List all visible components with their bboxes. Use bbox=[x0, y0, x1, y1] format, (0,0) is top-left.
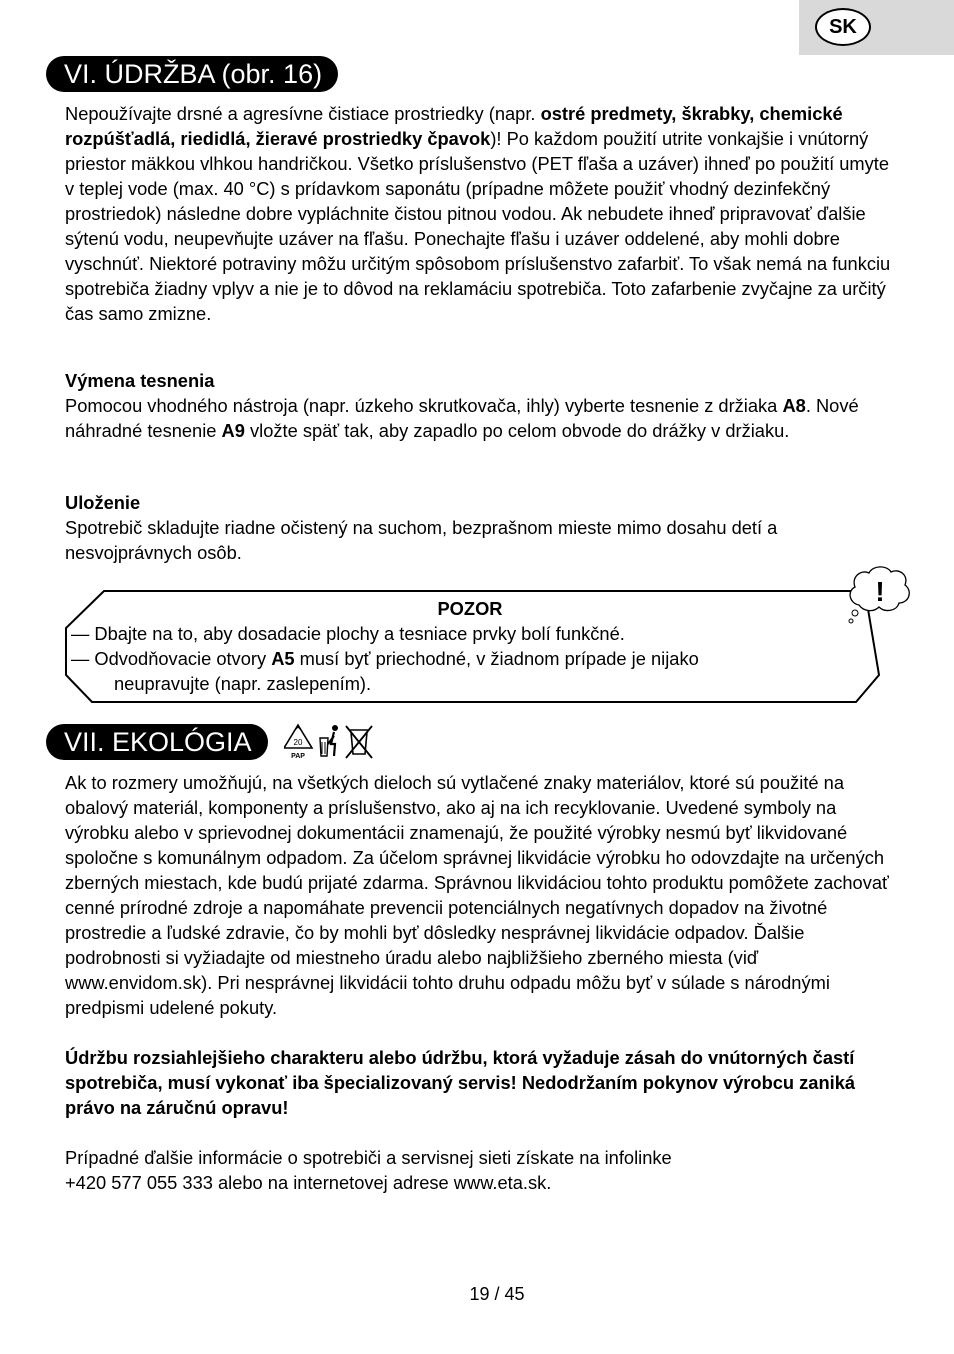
language-badge: SK bbox=[815, 8, 871, 46]
language-tab bbox=[799, 0, 954, 55]
svg-text:!: ! bbox=[875, 576, 885, 607]
warning-box bbox=[64, 590, 880, 704]
maintenance-paragraph: Nepoužívajte drsné a agresívne čistiace prostriedky (napr. ostré predmety, škrabky, chemické rozpúšťadlá, riedidlá, žieravé prostriedky čpavok)! Po každom použití utrite vonkajšie i vnútorný priestor mäkkou vlhkou handričkou. Všetko príslušenstvo (PET fľaša a uzáver) ihneď po použití umyte v teplej vode (max. 40 °C) s prídavkom saponátu (prípadne môžete použiť vhodný dezinfekčný prostriedok) následne dobre vypláchnite čistou pitnou vodou. Ak nebudete ihneď pripravovať ďalšie sýtenú vodu, neupevňujte uzáver na fľašu. Ponechajte fľašu i uzáver oddelené, aby mohli dobre vyschnúť. Niektoré potraviny môžu určitým spôsobom príslušenstvo zafarbiť. To však nemá na funkciu spotrebiča žiadny vplyv a nie je to dôvod na reklamáciu spotrebiča. Toto zafarbenie zvyčajne za určitý čas samo zmizne. bbox=[65, 103, 891, 324]
storage-title: Uloženie bbox=[65, 492, 141, 513]
gasket-replacement bbox=[65, 368, 895, 443]
eco-icons bbox=[284, 722, 376, 762]
ecology-paragraph: Ak to rozmery umožňujú, na všetkých dieloch sú vytlačené znaky materiálov, ktoré sú použité na obalový materiál, komponenty a príslušenstvo, ako aj na ich recyklovanie. Uvedené symboly na výrobku alebo v sprievodnej dokumentácii znamenajú, že použité výrobky nesmú byť likvidované spoločne s komunálnym odpadom. Za účelom správnej likvidácie výrobku ho odovzdajte na určených zberných miestach, kde budú prijaté zdarma. Správnou likvidáciou tohto produktu pomôžete zachovať cenné prírodné zdroje a napomáhate prevencii potenciálnych negatívnych dopadov na životné prostredie a ľudské zdravie, čo by mohli byť dôsledky nesprávnej likvidácie odpadov. Ďalšie podrobnosti si vyžiadajte od miestneho úradu alebo najbližšieho zberného miesta (viď www.envidom.sk). Pri nesprávnej likvidácii tohto druhu odpadu môžu byť v súlade s národnými predpismi udelené pokuty. bbox=[65, 772, 889, 1018]
warning-line-1: — Dbajte na to, aby dosadacie plochy a tesniace prvky bolí funkčné. bbox=[71, 623, 625, 644]
gasket-text: Pomocou vhodného nástroja (napr. úzkeho skrutkovača, ihly) vyberte tesnenie z držiaka A8. Nové náhradné tesnenie A9 vložte späť tak, aby zapadlo po celom obvode do drážky v držiaku. bbox=[65, 395, 859, 441]
info-line bbox=[65, 1145, 895, 1195]
warning-line-2: — Odvodňovacie otvory A5 musí byť priechodné, v žiadnom prípade je nijako bbox=[71, 648, 699, 669]
section-heading-ecology: VII. EKOLÓGIA bbox=[46, 724, 268, 760]
svg-text:20: 20 bbox=[293, 738, 303, 747]
svg-text:PAP: PAP bbox=[291, 753, 305, 760]
exclamation-bubble-icon bbox=[845, 563, 913, 627]
bold-warning-items: ostré predmety, škrabky, chemické rozpúšťadlá, riedidlá, žieravé prostriedky čpavok bbox=[65, 103, 843, 149]
warning-line-3: neupravujte (napr. zaslepením). bbox=[114, 673, 372, 694]
info-line-1: Prípadné ďalšie informácie o spotrebiči a servisnej sieti získate na infolinke bbox=[65, 1147, 672, 1168]
storage-text: Spotrebič skladujte riadne očistený na suchom, bezprašnom mieste mimo dosahu detí a nesvojprávnych osôb. bbox=[65, 517, 778, 563]
crossed-bin-icon bbox=[346, 726, 372, 758]
info-line-2: +420 577 055 333 alebo na internetovej adrese www.eta.sk. bbox=[65, 1172, 552, 1193]
section-heading-maintenance: VI. ÚDRŽBA (obr. 16) bbox=[46, 56, 338, 92]
warning-title: POZOR bbox=[437, 598, 503, 619]
storage-section bbox=[65, 490, 895, 565]
page-number: 19 / 45 bbox=[469, 1284, 525, 1304]
gasket-title: Výmena tesnenia bbox=[65, 370, 215, 391]
recycle-pap-icon bbox=[284, 725, 312, 760]
dispose-bin-icon bbox=[320, 725, 338, 756]
service-note: Údržbu rozsiahlejšieho charakteru alebo údržbu, ktorá vyžaduje zásah do vnútorných častí spotrebiča, musí vykonať iba špecializovaný servis! Nedodržaním pokynov výrobcu zaniká právo na záručnú opravu! bbox=[65, 1047, 856, 1118]
warning-lines bbox=[71, 621, 851, 696]
